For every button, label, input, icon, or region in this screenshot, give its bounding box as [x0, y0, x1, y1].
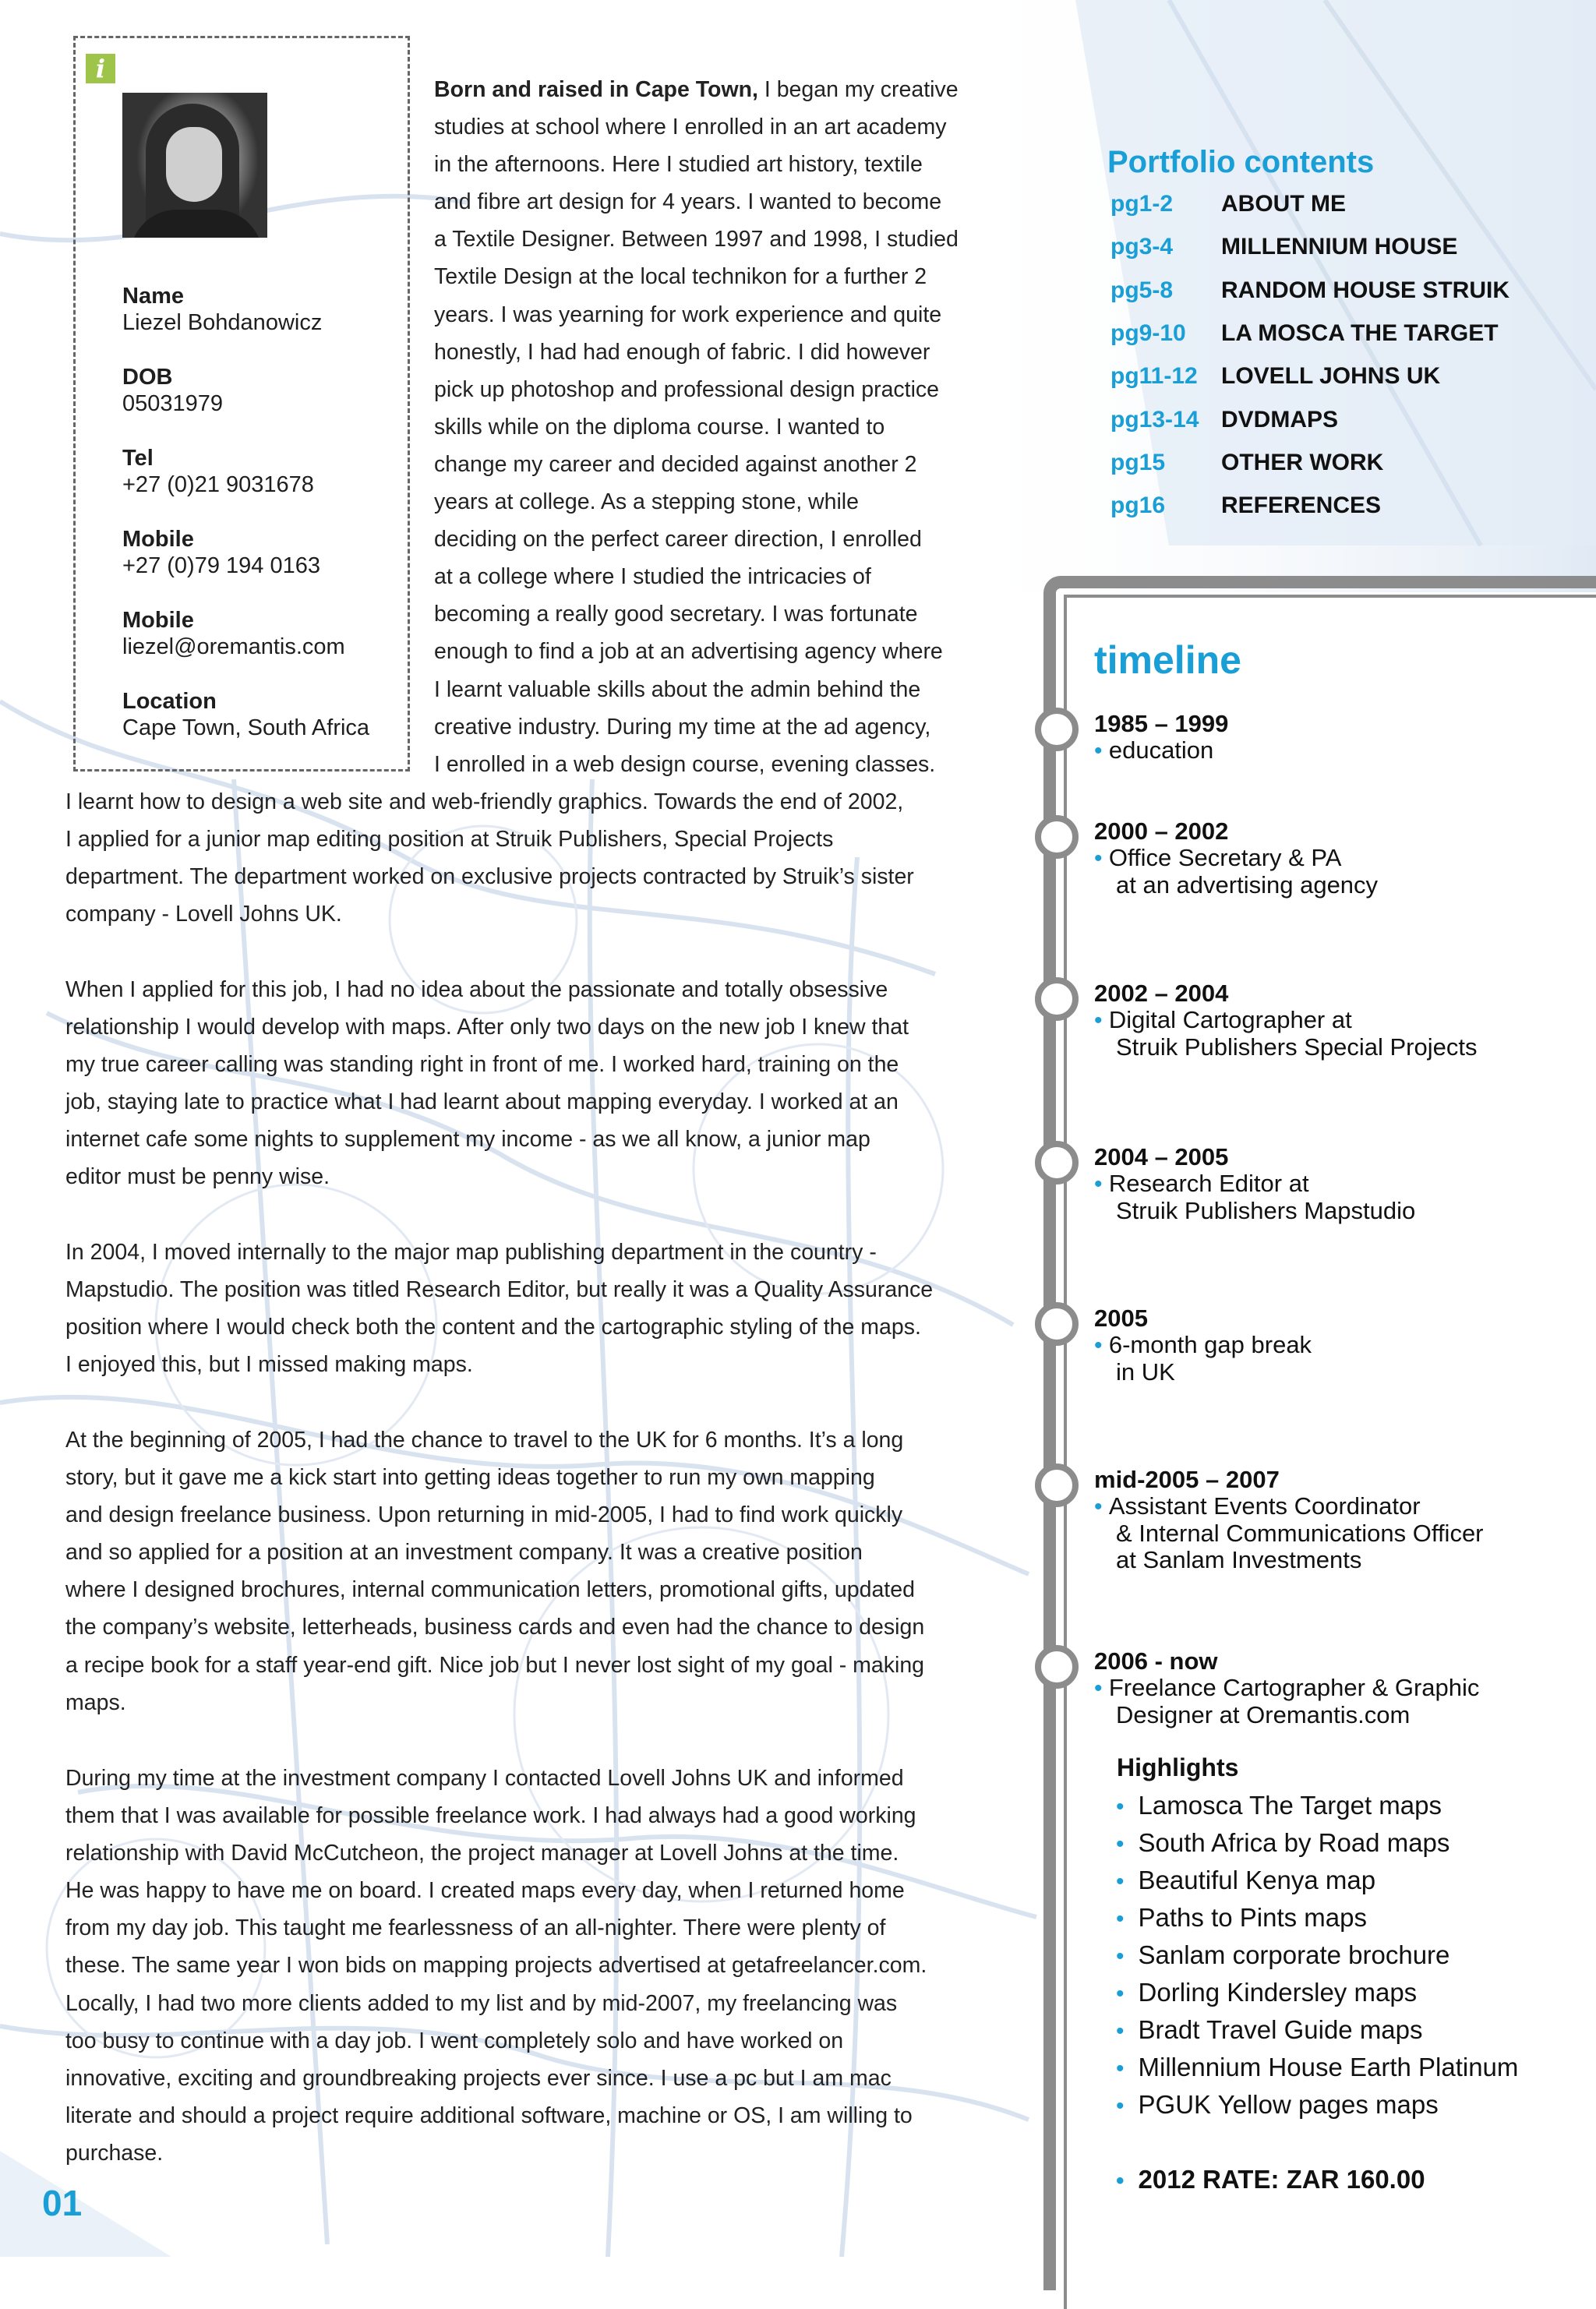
bullet-icon: •: [1116, 1906, 1125, 1932]
profile-card: [73, 36, 410, 771]
timeline-node: [1035, 1463, 1079, 1507]
contents-page: pg3-4: [1110, 234, 1174, 260]
page-number: 01: [42, 2183, 83, 2223]
highlight-text: Dorling Kindersley maps: [1138, 1978, 1418, 2007]
highlight-text: Beautiful Kenya map: [1138, 1866, 1376, 1894]
text-line: them that I was available for possible freelance work. I had always had a good working: [65, 1803, 916, 1829]
text-line: Mapstudio. The position was titled Research Editor, but really it was a Quality Assurance: [65, 1277, 934, 1303]
contents-item[interactable]: [1110, 277, 1509, 309]
info-icon: i: [86, 54, 115, 83]
text-line: innovative, exciting and groundbreaking projects ever since. I use a pc but I am mac: [65, 2065, 892, 2091]
timeline-desc-text: in UK: [1116, 1358, 1175, 1386]
contents-title-item: LA MOSCA THE TARGET: [1221, 320, 1499, 346]
bullet-icon: •: [1116, 1831, 1125, 1857]
contents-item[interactable]: [1110, 320, 1499, 351]
text-line: relationship I would develop with maps. After only two days on the new job I knew that: [65, 1015, 909, 1040]
timeline-desc-text: Freelance Cartographer & Graphic: [1108, 1674, 1480, 1701]
timeline-years: 2005: [1094, 1305, 1148, 1332]
text-line: purchase.: [65, 2140, 164, 2166]
highlight-item: [1116, 1866, 1375, 1895]
text-line: the company’s website, letterheads, business cards and even had the chance to design: [65, 1615, 925, 1640]
text-line: During my time at the investment company I contacted Lovell Johns UK and informed: [65, 1766, 904, 1791]
timeline-desc: [1094, 1675, 1479, 1702]
timeline-entry: [1094, 711, 1228, 764]
text-line: At the beginning of 2005, I had the chance to travel to the UK for 6 months. It’s a long: [65, 1428, 904, 1453]
text-line: and fibre art design for 4 years. I wanted to become: [434, 189, 942, 215]
timeline-desc-text: Designer at Oremantis.com: [1116, 1701, 1411, 1728]
timeline-desc: [1094, 1520, 1484, 1547]
profile-field-dob: DOB 05031979: [122, 365, 224, 416]
text-line: relationship with David McCutcheon, the project manager at Lovell Johns at the time.: [65, 1841, 899, 1866]
bullet-icon: •: [1116, 1869, 1125, 1894]
text-line: years. I was yearning for work experience and quite: [434, 302, 942, 327]
text-line: I applied for a junior map editing position at Struik Publishers, Special Projects: [65, 827, 834, 853]
timeline-desc: [1094, 1702, 1479, 1728]
text-line: He was happy to have me on board. I created maps every day, when I returned home: [65, 1878, 905, 1904]
contents-item[interactable]: [1110, 234, 1457, 265]
text-line: I enjoyed this, but I missed making maps.: [65, 1352, 473, 1378]
text-line: creative industry. During my time at the ad agency,: [434, 714, 931, 740]
timeline-entry: [1094, 818, 1378, 899]
bullet-icon: •: [1094, 1675, 1109, 1701]
contents-item[interactable]: [1110, 363, 1440, 394]
highlight-item: [1116, 2015, 1423, 2045]
profile-field-location: Location Cape Town, South Africa: [122, 689, 370, 740]
timeline-entry: [1094, 1144, 1415, 1224]
bullet-icon: •: [1116, 2093, 1125, 2119]
bullet-icon: •: [1094, 1171, 1109, 1197]
highlight-item: [1116, 2053, 1518, 2082]
timeline-years: 2004 – 2005: [1094, 1143, 1229, 1170]
timeline-desc-text: Research Editor at: [1108, 1170, 1309, 1197]
timeline-node: [1035, 1645, 1079, 1689]
highlight-text: Sanlam corporate brochure: [1138, 1940, 1450, 1969]
intro-paragraph: Born and raised in Cape Town, I began my creative studies at school where I enrolled in an art academy in the afternoons. Here I studied art history, textile and fibre art design for 4 years. I wanted to become a Textile Designer. Between 1997 and 1998, I studied Textile Design at the local technikon for a further 2 years. I was yearning for work experience and quite honestly, I had had enough of fabric. I did however pick up photoshop and professional design practice skills while on the diploma course. I wanted to change my career and decided against another 2 years at college. As a stepping stone, while deciding on the perfect career direction, I enrolled at a college where I studied the intricacies of becoming a really good secretary. I was fortunate enough to find a job at an advertising agency where I learnt valuable skills about the admin behind the creative industry. During my time at the ad agency, I enrolled in a web design course, evening classes.: [434, 71, 980, 783]
contents-title-item: ABOUT ME: [1221, 191, 1346, 217]
text-line: deciding on the perfect career direction, I enrolled: [434, 527, 922, 553]
text-line: I enrolled in a web design course, evening classes.: [434, 751, 936, 777]
paragraph-uk: [65, 1421, 980, 1721]
highlight-text: South Africa by Road maps: [1138, 1828, 1450, 1857]
text-line: story, but it gave me a kick start into getting ideas together to run my own mapping: [65, 1465, 875, 1491]
bullet-icon: •: [1094, 1333, 1109, 1358]
timeline-node: [1035, 977, 1079, 1021]
highlight-item: [1116, 1903, 1367, 1933]
text-line: honestly, I had had enough of fabric. I did however: [434, 339, 930, 365]
text-line: maps.: [65, 1689, 126, 1715]
bullet-icon: •: [1116, 1794, 1125, 1820]
timeline-desc: [1094, 1493, 1484, 1520]
profile-photo: [122, 93, 267, 238]
timeline-desc-text: Assistant Events Coordinator: [1108, 1492, 1421, 1520]
timeline-desc-text: Office Secretary & PA: [1108, 844, 1342, 871]
timeline-entry: [1094, 1467, 1484, 1573]
timeline-desc: [1094, 872, 1378, 899]
contents-title-item: MILLENNIUM HOUSE: [1221, 234, 1458, 260]
timeline-desc: [1094, 1332, 1312, 1359]
contents-page: pg16: [1110, 493, 1166, 519]
contents-title: Portfolio contents: [1107, 145, 1375, 179]
timeline-desc-text: education: [1108, 736, 1214, 764]
contents-item[interactable]: [1110, 450, 1383, 481]
text-line: from my day job. This taught me fearlessness of an all-nighter. There were plenty of: [65, 1915, 886, 1941]
text-line: studies at school where I enrolled in an art academy: [434, 115, 947, 140]
timeline-desc: [1094, 845, 1378, 872]
highlight-text: Lamosca The Target maps: [1138, 1791, 1442, 1820]
timeline-title: timeline: [1094, 638, 1241, 682]
highlight-item: [1116, 1791, 1442, 1820]
contents-page: pg11-12: [1110, 363, 1198, 390]
bullet-icon: •: [1094, 846, 1109, 871]
timeline-desc-text: at an advertising agency: [1116, 871, 1379, 899]
text-line: becoming a really good secretary. I was fortunate: [434, 602, 918, 627]
text-line: editor must be penny wise.: [65, 1164, 330, 1190]
highlight-item: [1116, 2090, 1439, 2120]
profile-field-email: Mobile liezel@oremantis.com: [122, 608, 345, 659]
text-line: too busy to continue with a day job. I went completely solo and have worked on: [65, 2028, 844, 2053]
text-line: a Textile Designer. Between 1997 and 1998, I studied: [434, 227, 959, 252]
timeline-node: [1035, 1141, 1079, 1185]
timeline-desc-text: Struik Publishers Mapstudio: [1116, 1197, 1416, 1224]
timeline-desc: [1094, 1547, 1484, 1573]
text-line: internet cafe some nights to supplement my income - as we all know, a junior map: [65, 1127, 870, 1153]
text-line: I learnt how to design a web site and web-friendly graphics. Towards the end of 2002,: [65, 789, 904, 814]
text-line: When I applied for this job, I had no idea about the passionate and totally obsessive: [65, 977, 888, 1002]
text-line: department. The department worked on exclusive projects contracted by Struik’s sister: [65, 864, 914, 890]
profile-field-mobile: Mobile +27 (0)79 194 0163: [122, 527, 320, 578]
timeline-desc: [1094, 1359, 1312, 1386]
bullet-icon: •: [1094, 1008, 1109, 1033]
text-line: and so applied for a position at an investment company. It was a creative position: [65, 1540, 863, 1566]
rate: • 2012 RATE: ZAR 160.00: [1116, 2165, 1425, 2194]
timeline-years: mid-2005 – 2007: [1094, 1466, 1280, 1493]
contents-title-item: LOVELL JOHNS UK: [1221, 363, 1441, 390]
highlight-item: [1116, 1940, 1449, 1970]
timeline-desc-text: Digital Cartographer at: [1108, 1006, 1352, 1033]
text-line: skills while on the diploma course. I wanted to: [434, 414, 885, 440]
timeline-years: 2002 – 2004: [1094, 980, 1229, 1007]
highlight-text: PGUK Yellow pages maps: [1138, 2090, 1439, 2119]
text-line: literate and should a project require additional software, machine or OS, I am willing to: [65, 2102, 913, 2128]
text-line: change my career and decided against another 2: [434, 451, 917, 477]
bullet-icon: •: [1116, 2018, 1125, 2044]
profile-field-name: Name Liezel Bohdanowicz: [122, 284, 323, 335]
text-line: I learnt valuable skills about the admin behind the: [434, 676, 921, 702]
timeline-desc: [1094, 737, 1228, 764]
intro-lead: Born and raised in Cape Town,: [434, 77, 758, 102]
contents-title-item: DVDMAPS: [1221, 406, 1339, 432]
timeline-entry: [1094, 980, 1477, 1061]
timeline-entry: [1094, 1648, 1479, 1728]
text-line: these. The same year I won bids on mapping projects advertised at getafreelancer.com.: [65, 1953, 927, 1979]
contents-page: pg13-14: [1110, 406, 1199, 432]
highlight-text: Bradt Travel Guide maps: [1138, 2015, 1423, 2044]
timeline-desc-text: Struik Publishers Special Projects: [1116, 1033, 1478, 1061]
timeline-desc: [1094, 1034, 1477, 1061]
contents-item[interactable]: [1110, 407, 1338, 438]
contents-item[interactable]: [1110, 493, 1381, 524]
timeline-desc: [1094, 1170, 1415, 1198]
text-line: my true career calling was standing right in front of me. I worked hard, training on the: [65, 1052, 899, 1078]
contents-page: pg9-10: [1110, 320, 1186, 346]
timeline-years: 2000 – 2002: [1094, 817, 1229, 845]
text-line: Textile Design at the local technikon for a further 2: [434, 264, 927, 290]
timeline-node: [1035, 815, 1079, 859]
text-line: where I designed brochures, internal communication letters, promotional gifts, updated: [65, 1577, 915, 1603]
timeline-desc-text: & Internal Communications Officer: [1116, 1520, 1484, 1547]
bullet-icon: •: [1116, 1981, 1125, 2007]
text-line: years at college. As a stepping stone, while: [434, 489, 859, 515]
bullet-icon: •: [1116, 2056, 1125, 2081]
paragraph-maps: [65, 971, 980, 1196]
bullet-icon: •: [1094, 738, 1109, 764]
contents-page: pg1-2: [1110, 191, 1174, 217]
contents-title-item: REFERENCES: [1221, 493, 1382, 519]
timeline-desc-text: at Sanlam Investments: [1116, 1546, 1362, 1573]
timeline-node: [1035, 708, 1079, 751]
contents-page: pg15: [1110, 449, 1166, 475]
text-line: pick up photoshop and professional design practice: [434, 376, 940, 402]
text-line: In 2004, I moved internally to the major map publishing department in the country -: [65, 1240, 877, 1265]
text-line: at a college where I studied the intricacies of: [434, 564, 871, 590]
timeline-years: 1985 – 1999: [1094, 710, 1229, 737]
contents-title-item: OTHER WORK: [1221, 449, 1384, 475]
text-line: in the afternoons. Here I studied art history, textile: [434, 152, 923, 178]
contents-title-item: RANDOM HOUSE STRUIK: [1221, 277, 1510, 303]
intro-paragraph-continued: [65, 783, 980, 933]
timeline-node: [1035, 1302, 1079, 1346]
bullet-icon: •: [1116, 1944, 1125, 1969]
timeline-entry: [1094, 1305, 1312, 1386]
text-line: enough to find a job at an advertising agency where: [434, 639, 943, 665]
highlights-heading: Highlights: [1117, 1753, 1239, 1781]
highlight-item: [1116, 1978, 1417, 2007]
timeline-desc-text: 6-month gap break: [1108, 1331, 1312, 1358]
highlight-item: [1116, 1828, 1449, 1858]
text-line: and design freelance business. Upon returning in mid-2005, I had to find work quickly: [65, 1502, 903, 1528]
highlight-text: Millennium House Earth Platinum: [1138, 2053, 1519, 2081]
text-line: position where I would check both the content and the cartographic styling of the maps.: [65, 1315, 921, 1340]
timeline-years: 2006 - now: [1094, 1647, 1218, 1675]
text-line: company - Lovell Johns UK.: [65, 902, 342, 927]
bullet-icon: •: [1094, 1494, 1109, 1520]
text-line: job, staying late to practice what I had learnt about mapping everyday. I worked at an: [65, 1089, 899, 1115]
paragraph-mapstudio: [65, 1234, 980, 1383]
contents-page: pg5-8: [1110, 277, 1174, 303]
profile-field-tel: Tel +27 (0)21 9031678: [122, 446, 314, 497]
contents-item[interactable]: [1110, 191, 1346, 222]
highlight-text: Paths to Pints maps: [1138, 1903, 1367, 1932]
text-line: Locally, I had two more clients added to my list and by mid-2007, my freelancing was: [65, 1990, 898, 2016]
paragraph-freelance: [65, 1760, 980, 2172]
timeline-desc: [1094, 1007, 1477, 1034]
text-line: a recipe book for a staff year-end gift. Nice job but I never lost sight of my goal - making: [65, 1652, 925, 1678]
timeline-desc: [1094, 1198, 1415, 1224]
